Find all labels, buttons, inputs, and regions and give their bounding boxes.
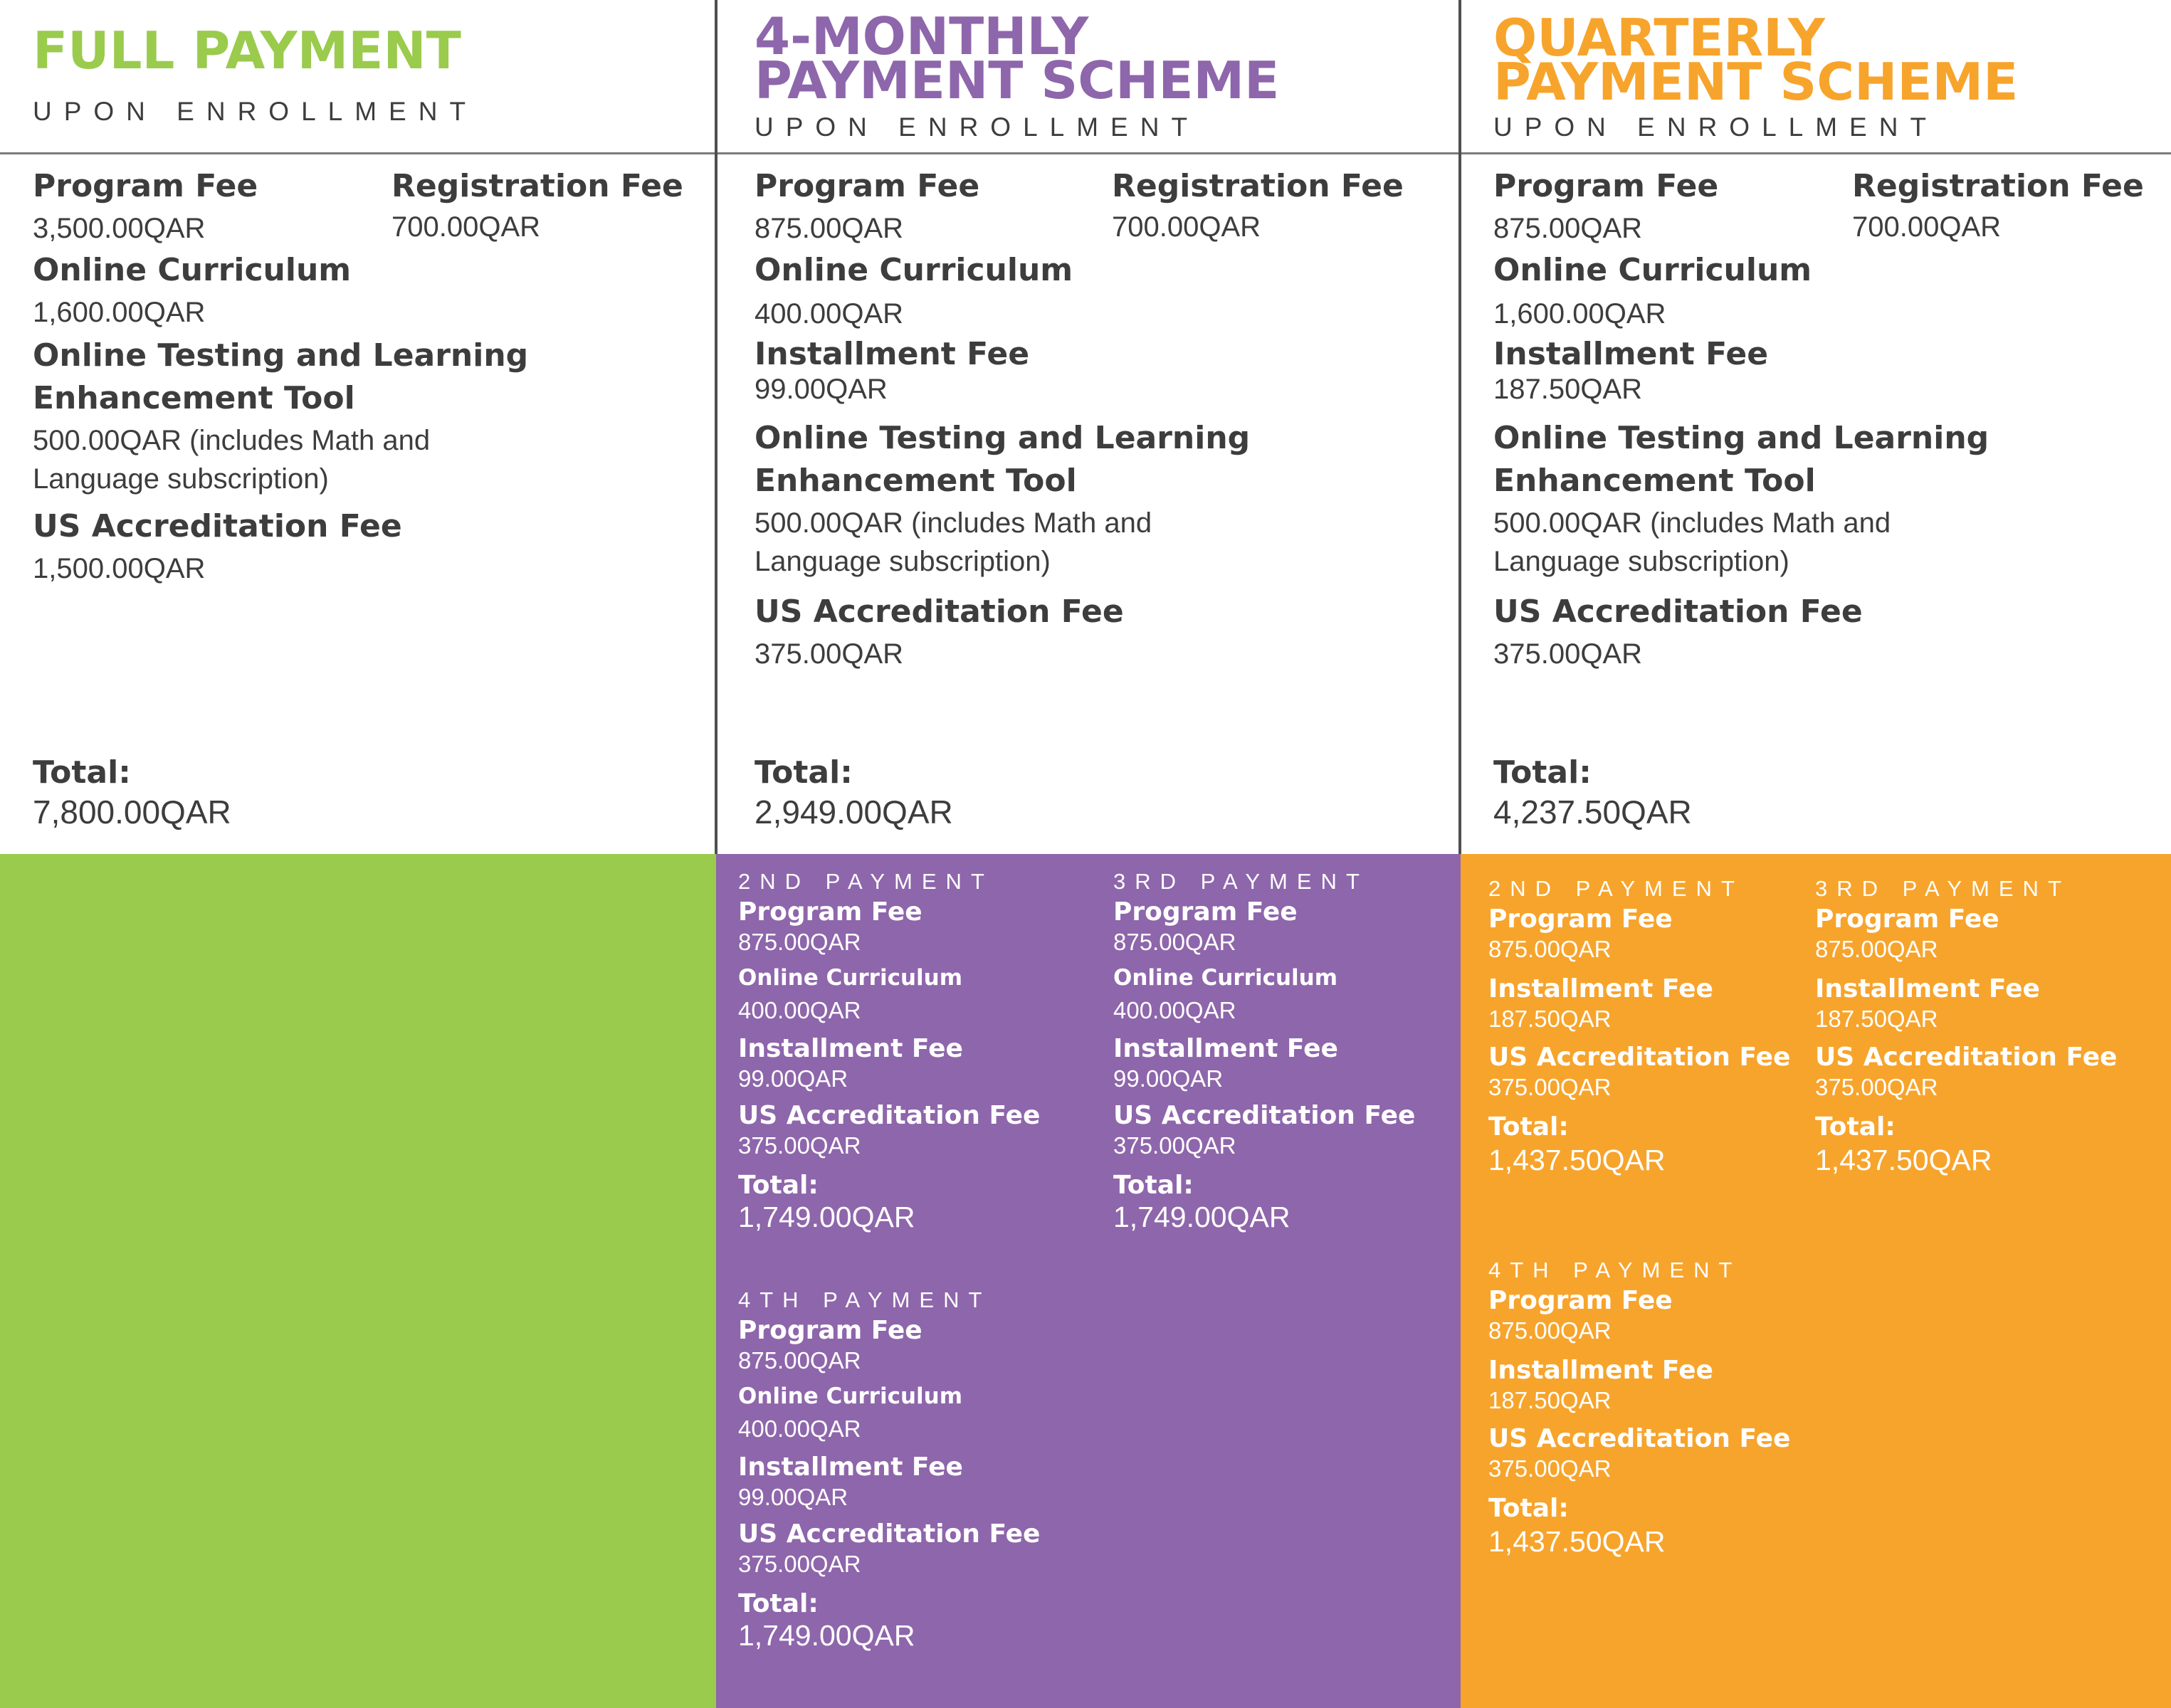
registration-fee-label: Registration Fee: [1852, 168, 2144, 204]
testing-tool-value-line2: Language subscription): [33, 463, 329, 495]
testing-tool-value-line2: Language subscription): [755, 546, 1051, 577]
us-accreditation-fee-label: US Accreditation Fee: [1113, 1101, 1416, 1130]
testing-tool-label-line1: Online Testing and Learning: [1493, 420, 1989, 456]
column-divider-2: [1458, 0, 1461, 854]
installment-fee-label: Installment Fee: [1113, 1034, 1338, 1063]
monthly-subtitle: UPON ENROLLMENT: [755, 112, 1200, 142]
total-label: Total:: [1815, 1112, 1896, 1142]
full-payment-subtitle: UPON ENROLLMENT: [33, 97, 478, 126]
testing-tool-value-line1: 500.00QAR (includes Math and: [755, 507, 1152, 539]
installment-fee-value: 187.50QAR: [1488, 1387, 1612, 1413]
installment-fee-value: 187.50QAR: [1815, 1006, 1938, 1032]
installment-fee-label: Installment Fee: [755, 336, 1030, 372]
testing-tool-value-line1: 500.00QAR (includes Math and: [33, 425, 431, 456]
quarterly-title-line1: QUARTERLY: [1493, 8, 1825, 68]
total-value: 1,437.50QAR: [1488, 1525, 1666, 1558]
total-value: 1,749.00QAR: [738, 1619, 915, 1652]
us-accreditation-fee-label: US Accreditation Fee: [738, 1101, 1041, 1130]
total-label: Total:: [1488, 1112, 1569, 1142]
installment-fee-value: 187.50QAR: [1493, 374, 1643, 405]
us-accreditation-fee-value: 375.00QAR: [1488, 1074, 1612, 1100]
online-curriculum-label: Online Curriculum: [738, 965, 963, 991]
payment-heading: 4TH PAYMENT: [738, 1287, 992, 1312]
installment-fee-value: 99.00QAR: [738, 1065, 848, 1092]
installment-fee-value: 187.50QAR: [1488, 1006, 1612, 1032]
online-curriculum-label: Online Curriculum: [1113, 965, 1338, 991]
program-fee-value: 875.00QAR: [1493, 213, 1643, 244]
total-value: 1,749.00QAR: [1113, 1201, 1290, 1233]
full-payment-title: FULL PAYMENT: [33, 21, 461, 80]
us-accreditation-fee-value: 375.00QAR: [1113, 1132, 1236, 1159]
program-fee-value: 3,500.00QAR: [33, 213, 206, 244]
testing-tool-label-line1: Online Testing and Learning: [33, 337, 529, 374]
total-label: Total:: [1113, 1171, 1194, 1200]
program-fee-label: Program Fee: [738, 1316, 922, 1345]
online-curriculum-label: Online Curriculum: [33, 252, 352, 288]
full-payment-panel: [0, 854, 716, 1708]
total-label: Total:: [33, 754, 131, 791]
total-label: Total:: [1493, 754, 1592, 791]
testing-tool-value-line1: 500.00QAR (includes Math and: [1493, 507, 1891, 539]
online-curriculum-label: Online Curriculum: [1493, 252, 1812, 288]
installment-fee-label: Installment Fee: [738, 1453, 963, 1482]
testing-tool-label-line1: Online Testing and Learning: [755, 420, 1251, 456]
payment-heading: 3RD PAYMENT: [1815, 876, 2071, 901]
program-fee-value: 875.00QAR: [1488, 1317, 1612, 1344]
online-curriculum-label: Online Curriculum: [755, 252, 1073, 288]
registration-fee-label: Registration Fee: [1112, 168, 1404, 204]
quarterly-title-line2: PAYMENT SCHEME: [1493, 52, 2019, 112]
us-accreditation-fee-label: US Accreditation Fee: [1493, 594, 1863, 630]
us-accreditation-fee-value: 1,500.00QAR: [33, 553, 206, 584]
payment-heading: 2ND PAYMENT: [738, 869, 994, 894]
total-label: Total:: [755, 754, 853, 791]
total-label: Total:: [738, 1171, 819, 1200]
us-accreditation-fee-value: 375.00QAR: [1815, 1074, 1938, 1100]
payment-heading: 4TH PAYMENT: [1488, 1258, 1742, 1282]
payment-heading: 3RD PAYMENT: [1113, 869, 1369, 894]
testing-tool-label-line2: Enhancement Tool: [1493, 463, 1816, 499]
installment-fee-label: Installment Fee: [738, 1034, 963, 1063]
total-value: 1,437.50QAR: [1488, 1144, 1666, 1176]
us-accreditation-fee-value: 375.00QAR: [738, 1132, 861, 1159]
us-accreditation-fee-label: US Accreditation Fee: [755, 594, 1124, 630]
online-curriculum-value: 400.00QAR: [1113, 997, 1236, 1023]
installment-fee-value: 99.00QAR: [755, 374, 888, 405]
program-fee-label: Program Fee: [1488, 905, 1673, 934]
installment-fee-value: 99.00QAR: [738, 1484, 848, 1510]
us-accreditation-fee-label: US Accreditation Fee: [1488, 1043, 1791, 1072]
us-accreditation-fee-label: US Accreditation Fee: [33, 508, 402, 544]
online-curriculum-value: 1,600.00QAR: [1493, 298, 1666, 330]
registration-fee-value: 700.00QAR: [1112, 211, 1261, 243]
program-fee-label: Program Fee: [1113, 897, 1298, 927]
program-fee-value: 875.00QAR: [738, 1347, 861, 1374]
online-curriculum-label: Online Curriculum: [738, 1383, 963, 1409]
program-fee-label: Program Fee: [1493, 168, 1719, 204]
testing-tool-value-line2: Language subscription): [1493, 546, 1789, 577]
total-value: 7,800.00QAR: [33, 794, 231, 831]
total-value: 2,949.00QAR: [755, 794, 953, 831]
registration-fee-value: 700.00QAR: [1852, 211, 2002, 243]
total-label: Total:: [1488, 1494, 1569, 1523]
testing-tool-label-line2: Enhancement Tool: [755, 463, 1077, 499]
online-curriculum-value: 400.00QAR: [755, 298, 904, 330]
program-fee-value: 875.00QAR: [1815, 936, 1938, 962]
quarterly-subtitle: UPON ENROLLMENT: [1493, 112, 1939, 142]
total-value: 1,749.00QAR: [738, 1201, 915, 1233]
total-label: Total:: [738, 1589, 819, 1618]
program-fee-label: Program Fee: [1815, 905, 1999, 934]
us-accreditation-fee-label: US Accreditation Fee: [1815, 1043, 2118, 1072]
installment-fee-label: Installment Fee: [1815, 974, 2040, 1003]
header-divider-middle: [715, 152, 1459, 154]
us-accreditation-fee-label: US Accreditation Fee: [738, 1519, 1041, 1549]
program-fee-label: Program Fee: [33, 168, 258, 204]
header-divider-right: [1459, 152, 2171, 154]
installment-fee-label: Installment Fee: [1488, 974, 1713, 1003]
online-curriculum-value: 400.00QAR: [738, 997, 861, 1023]
payment-heading: 2ND PAYMENT: [1488, 876, 1744, 901]
program-fee-value: 875.00QAR: [755, 213, 904, 244]
testing-tool-label-line2: Enhancement Tool: [33, 380, 355, 416]
us-accreditation-fee-value: 375.00QAR: [738, 1551, 861, 1577]
program-fee-value: 875.00QAR: [1113, 929, 1236, 955]
us-accreditation-fee-value: 375.00QAR: [1493, 638, 1643, 670]
online-curriculum-value: 1,600.00QAR: [33, 297, 206, 328]
monthly-title-line1: 4-MONTHLY: [755, 6, 1089, 66]
program-fee-value: 875.00QAR: [738, 929, 861, 955]
registration-fee-value: 700.00QAR: [391, 211, 541, 243]
us-accreditation-fee-label: US Accreditation Fee: [1488, 1424, 1791, 1453]
us-accreditation-fee-value: 375.00QAR: [1488, 1455, 1612, 1482]
us-accreditation-fee-value: 375.00QAR: [755, 638, 904, 670]
program-fee-label: Program Fee: [738, 897, 922, 927]
header-divider-left: [0, 152, 715, 154]
installment-fee-label: Installment Fee: [1488, 1356, 1713, 1385]
monthly-title-line2: PAYMENT SCHEME: [755, 51, 1280, 110]
program-fee-value: 875.00QAR: [1488, 936, 1612, 962]
program-fee-label: Program Fee: [755, 168, 980, 204]
installment-fee-label: Installment Fee: [1493, 336, 1769, 372]
total-value: 4,237.50QAR: [1493, 794, 1692, 831]
installment-fee-value: 99.00QAR: [1113, 1065, 1224, 1092]
registration-fee-label: Registration Fee: [391, 168, 683, 204]
total-value: 1,437.50QAR: [1815, 1144, 1992, 1176]
column-divider-1: [715, 0, 717, 854]
online-curriculum-value: 400.00QAR: [738, 1416, 861, 1442]
program-fee-label: Program Fee: [1488, 1286, 1673, 1315]
